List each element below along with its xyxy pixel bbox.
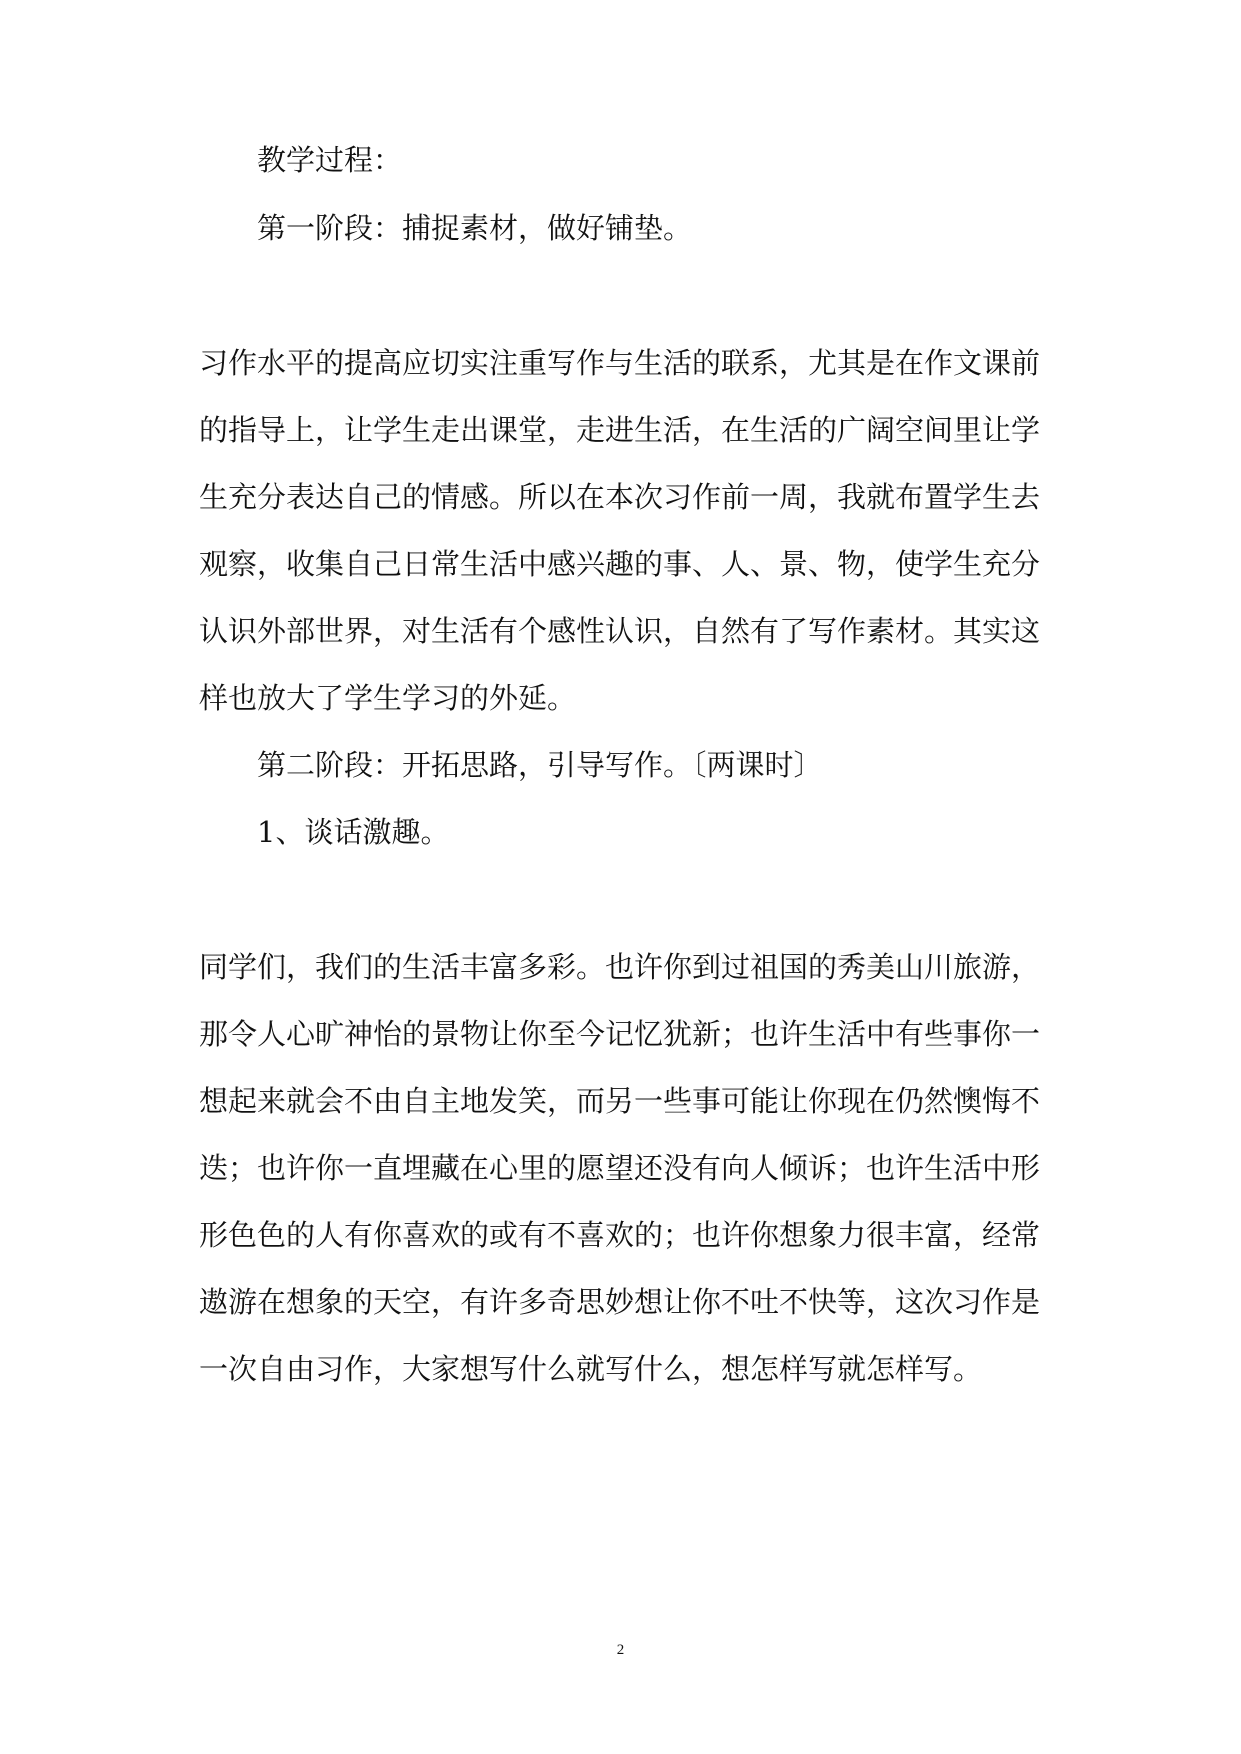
paragraph-line: 那令人心旷神怡的景物让你至今记忆犹新；也许生活中有些事你一 <box>199 1017 1041 1051</box>
stage-two-title: 第二阶段：开拓思路，引导写作。〔两课时〕 <box>257 748 823 782</box>
paragraph-line: 同学们，我们的生活丰富多彩。也许你到过祖国的秀美山川旅游， <box>199 950 1041 984</box>
paragraph-line: 一次自由习作，大家想写什么就写什么，想怎样写就怎样写。 <box>199 1352 983 1386</box>
paragraph-line: 形色色的人有你喜欢的或有不喜欢的；也许你想象力很丰富，经常 <box>199 1218 1041 1252</box>
paragraph-line: 认识外部世界，对生活有个感性认识，自然有了写作素材。其实这 <box>199 614 1041 648</box>
paragraph-line: 的指导上，让学生走出课堂，走进生活，在生活的广阔空间里让学 <box>199 413 1041 447</box>
paragraph-line: 观察，收集自己日常生活中感兴趣的事、人、景、物，使学生充分 <box>199 547 1041 581</box>
paragraph-line: 遨游在想象的天空，有许多奇思妙想让你不吐不快等，这次习作是 <box>199 1285 1041 1319</box>
paragraph-line: 想起来就会不由自主地发笑，而另一些事可能让你现在仍然懊悔不 <box>199 1084 1041 1118</box>
paragraph-line: 习作水平的提高应切实注重写作与生活的联系，尤其是在作文课前 <box>199 346 1041 380</box>
step-one-title: 1、谈话激趣。 <box>257 815 450 849</box>
stage-one-title: 第一阶段：捕捉素材，做好铺垫。 <box>257 211 693 245</box>
paragraph-line: 生充分表达自己的情感。所以在本次习作前一周，我就布置学生去 <box>199 480 1041 514</box>
heading-teaching-process: 教学过程： <box>257 143 403 177</box>
page-number: 2 <box>616 1642 625 1658</box>
paragraph-line: 迭；也许你一直埋藏在心里的愿望还没有向人倾诉；也许生活中形 <box>199 1151 1041 1185</box>
paragraph-line: 样也放大了学生学习的外延。 <box>199 681 577 715</box>
